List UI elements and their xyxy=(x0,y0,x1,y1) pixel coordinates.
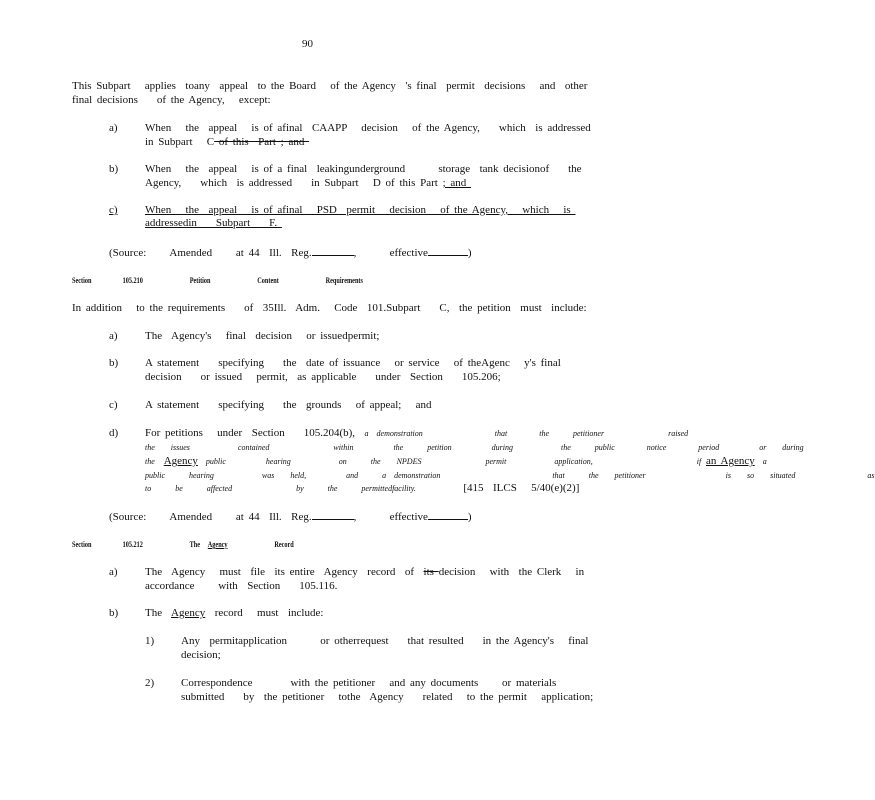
item-d-small-text: to be affected by the permittedfacility. xyxy=(145,484,416,493)
source-middle: , effective xyxy=(353,511,428,523)
item-d-text: For petitions under Section 105.204(b), xyxy=(145,427,356,439)
item-label: b) xyxy=(109,357,119,369)
item-d-line-4 xyxy=(145,469,875,482)
source-note xyxy=(109,510,472,524)
item-label: c) xyxy=(109,399,118,411)
subitem-1-line-1: Any permitapplication or otherrequest that resulted in the Agency's final xyxy=(181,635,589,647)
item-b-line-1: A statement specifying the date of issuance or service of theAgenc y's final xyxy=(145,357,561,369)
item-label: a) xyxy=(109,122,118,134)
blank-line xyxy=(312,246,354,256)
statute-citation: [415 ILCS 5/40(e)(2)] xyxy=(463,482,580,494)
item-a-text: decision with the Clerk in xyxy=(438,566,585,578)
section-title-word: Agency xyxy=(207,540,228,549)
source-prefix: (Source: Amended at 44 Ill. Reg. xyxy=(109,247,312,259)
section-title-word: Petition xyxy=(189,276,211,285)
section-title-word: Content xyxy=(257,276,279,285)
item-b-line-2 xyxy=(145,177,471,190)
section-label: Section xyxy=(72,540,92,549)
section-code: 105.212 xyxy=(122,540,143,549)
item-a-line-2 xyxy=(145,136,309,149)
item-d-line-5 xyxy=(145,482,579,495)
underlined-text: ; and xyxy=(442,177,472,189)
agency-underlined: Agency xyxy=(163,455,198,467)
item-d-small-text: the xyxy=(145,457,155,466)
source-suffix: ) xyxy=(467,247,472,259)
source-prefix: (Source: Amended at 44 Ill. Reg. xyxy=(109,511,312,523)
source-suffix: ) xyxy=(467,511,472,523)
item-d-small-text: a xyxy=(754,457,767,466)
source-middle: , effective xyxy=(353,247,428,259)
item-d-line-3 xyxy=(145,455,767,468)
item-c-line-1: When the appeal is of afinal PSD permit decision of the Agency, which is xyxy=(145,204,576,216)
item-b-text: The xyxy=(145,607,171,619)
agency-underlined: Agency xyxy=(171,607,206,619)
item-b-text: Agency, which is addressed in Subpart D of this Part xyxy=(145,177,443,189)
blank-line xyxy=(428,510,468,520)
item-d-small-text: a demonstration that the petitioner raised xyxy=(364,429,689,438)
para-210: In addition to the requirements of 35Ill. Adm. Code 101.Subpart C, the petition must include: xyxy=(72,302,587,314)
subitem-label: 1) xyxy=(145,635,155,647)
item-label: c) xyxy=(109,204,118,216)
item-label: d) xyxy=(109,427,119,439)
item-b-line-2: decision or issued permit, as applicable under Section 105.206; xyxy=(145,371,501,383)
section-label: Section xyxy=(72,276,92,285)
item-d-small-text: public hearing on the NPDES permit application, if xyxy=(197,457,702,466)
section-title-word: The xyxy=(189,540,200,549)
item-c-line-1: A statement specifying the grounds of appeal; and xyxy=(145,399,432,411)
item-d-small-text: the issues contained within the petition during the public notice period or during xyxy=(145,443,804,452)
subitem-1-line-2: decision; xyxy=(181,649,221,661)
section-heading-212 xyxy=(72,540,294,550)
section-title-word: Requirements xyxy=(325,276,363,285)
intro-line-2: final decisions of the Agency, except: xyxy=(72,94,271,106)
subitem-2-line-1: Correspondence with the petitioner and any documents or materials xyxy=(181,677,557,689)
item-label: a) xyxy=(109,566,118,578)
struck-text: its xyxy=(423,566,439,578)
item-b-text: record must include: xyxy=(205,607,324,619)
item-d-small-text: public hearing was held, and a demonstration that the petitioner is so situated as xyxy=(145,471,875,480)
source-note xyxy=(109,246,472,260)
item-label: b) xyxy=(109,607,119,619)
struck-text: of this Part ; and xyxy=(214,136,310,148)
item-label: b) xyxy=(109,163,119,175)
item-d-line-1 xyxy=(145,427,688,440)
item-a-line-1 xyxy=(145,566,584,579)
item-b-line-1 xyxy=(145,607,323,620)
blank-line xyxy=(428,246,468,256)
subitem-label: 2) xyxy=(145,677,155,689)
item-a-text: in Subpart C xyxy=(145,136,215,148)
subitem-2-line-2: submitted by the petitioner tothe Agency related to the permit application; xyxy=(181,691,594,703)
item-a-line-1: When the appeal is of afinal CAAPP decision of the Agency, which is addressed xyxy=(145,122,591,134)
item-a-text: The Agency must file its entire Agency record of xyxy=(145,566,424,578)
item-b-line-1: When the appeal is of a final leakingunderground storage tank decisionof the xyxy=(145,163,582,175)
item-d-line-2 xyxy=(145,441,804,454)
blank-line xyxy=(312,510,354,520)
item-c-line-2: addressedin Subpart F. xyxy=(145,217,282,229)
item-a-line-2: accordance with Section 105.116. xyxy=(145,580,338,592)
agency-underlined: an Agency xyxy=(705,455,755,467)
section-code: 105.210 xyxy=(122,276,143,285)
section-title-word: Record xyxy=(274,540,294,549)
page-number: 90 xyxy=(302,38,313,50)
item-label: a) xyxy=(109,330,118,342)
section-heading-210 xyxy=(72,276,363,286)
item-a-line-1: The Agency's final decision or issuedpermit; xyxy=(145,330,380,342)
intro-line-1: This Subpart applies toany appeal to the Board of the Agency 's final permit decisions and other xyxy=(72,80,588,92)
